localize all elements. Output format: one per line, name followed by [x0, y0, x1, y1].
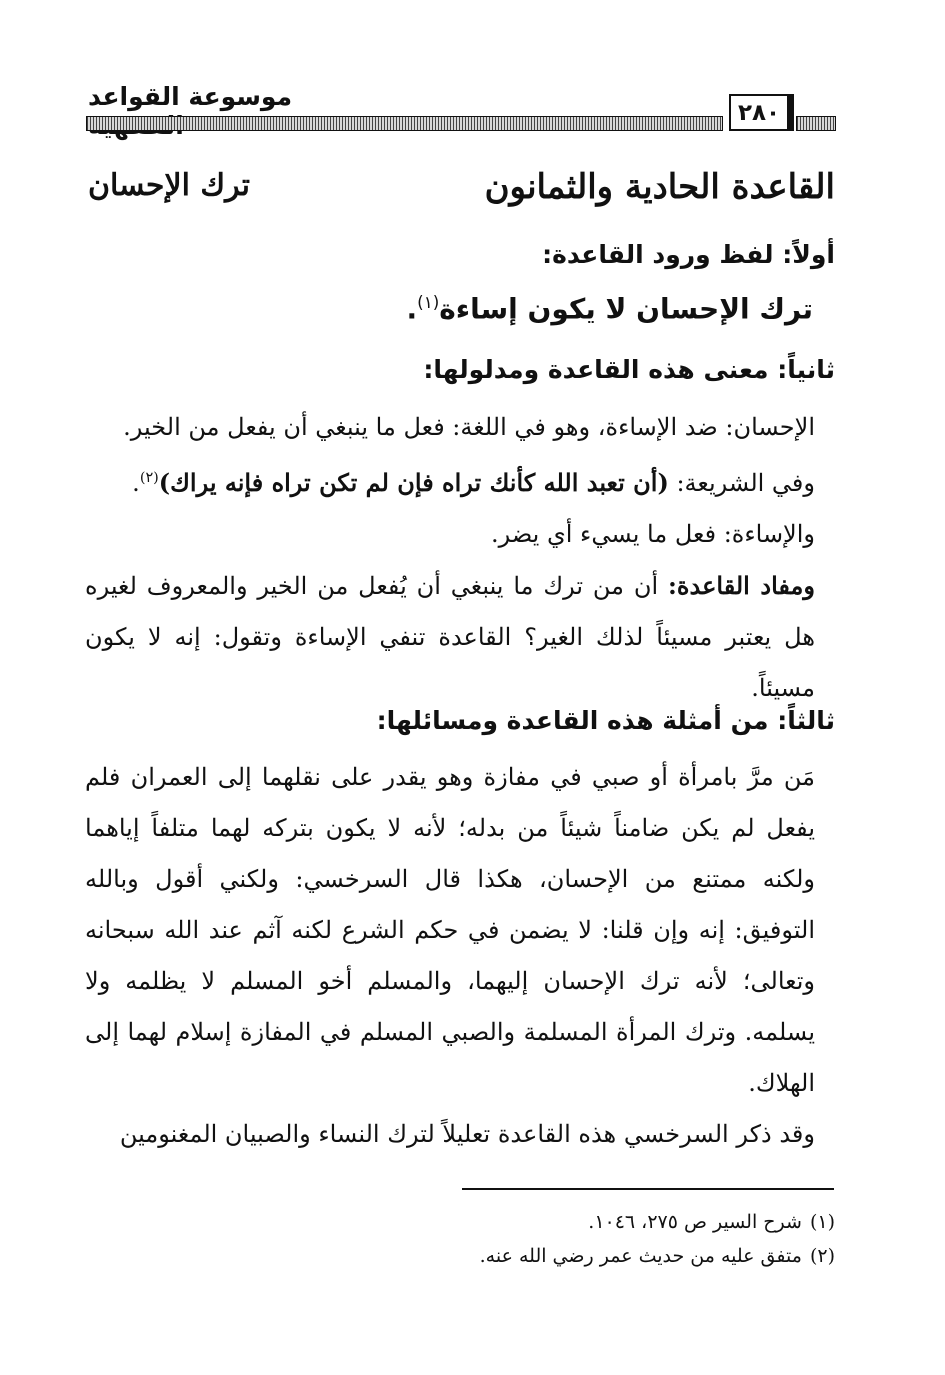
definition-sharia: [85, 453, 815, 509]
footnote-ref-1: (١): [417, 292, 440, 312]
section-heading-2: ثانياً: معنى هذه القاعدة ومدلولها:: [423, 355, 835, 384]
example-paragraph-2: وقد ذكر السرخسي هذه القاعدة تعليلاً لترك النساء والصبيان المغنومين: [119, 1120, 815, 1148]
footnote-mark-2: (٢): [809, 1245, 835, 1267]
rule-title: القاعدة الحادية والثمانون: [484, 167, 835, 207]
meaning-body: [85, 402, 815, 714]
definition-language: الإحسان: ضد الإساءة، وهو في اللغة: فعل ما ينبغي أن يفعل من الخير.: [123, 413, 815, 441]
header-rule-right: [796, 116, 836, 131]
definition-isaa: والإساءة: فعل ما يسيء أي يضر.: [490, 520, 815, 548]
section-heading-1: أولاً: لفظ ورود القاعدة:: [542, 240, 835, 269]
rule-meaning: [85, 560, 815, 714]
topic-label: ترك الإحسان: [88, 168, 250, 203]
statement-end: .: [406, 292, 418, 326]
footnotes: [480, 1205, 835, 1273]
footnote-text-2: متفق عليه من حديث عمر رضي الله عنه.: [479, 1245, 802, 1267]
header-rule-left: [86, 116, 723, 131]
definition-sharia-end: .: [132, 469, 140, 497]
definition-sharia-label: وفي الشريعة:: [668, 469, 815, 497]
footnote-2: [480, 1239, 835, 1273]
examples-body: [85, 752, 815, 1160]
example-paragraph-1: مَن مرَّ بامرأة أو صبي في مفازة وهو يقدر على نقلهما إلى العمران فلم يفعل لم يكن ضامناً شيئاً من بدله؛ لأنه لا يكون بتركه لهما متلفاً إياهما ولكنه ممتنع من الإحسان، هكذا قال السرخسي: ولكني أقول وبالله التوفيق: إنه وإن قلنا: لا يضمن في حكم الشرع لكنه آثم عند الله سبحانه وتعالى؛ لأنه ترك الإحسان إليهما، والمسلم أخو المسلم لا يظلمه ولا يسلمه. وترك المرأة المسلمة والصبي المسلم في المفازة إسلام لهما إلى الهلاك.: [85, 763, 816, 1097]
rule-meaning-text: أن من ترك ما ينبغي أن يُفعل من الخير والمعروف لغيره هل يعتبر مسيئاً لذلك الغير؟ القاعدة تنفي الإساءة وتقول: إنه لا يكون مسيئاً.: [85, 572, 815, 702]
rule-meaning-label: ومفاد القاعدة:: [668, 571, 815, 600]
section-heading-3: ثالثاً: من أمثلة هذه القاعدة ومسائلها:: [376, 706, 835, 735]
rule-statement-text: ترك الإحسان لا يكون إساءة: [439, 292, 813, 326]
footnote-divider: [462, 1188, 834, 1190]
footnote-ref-2: (٢): [139, 470, 159, 486]
footnote-1: [480, 1205, 835, 1239]
footnote-mark-1: (١): [809, 1211, 835, 1233]
running-title: موسوعة القواعد: [88, 82, 293, 111]
hadith-quote: (أن تعبد الله كأنك تراه فإن لم تكن تراه فإنه يراك): [158, 468, 669, 497]
page-number: ٢٨٠: [729, 94, 794, 131]
footnote-text-1: شرح السير ص ٢٧٥، ١٠٤٦.: [588, 1211, 802, 1233]
rule-statement: [407, 292, 814, 325]
